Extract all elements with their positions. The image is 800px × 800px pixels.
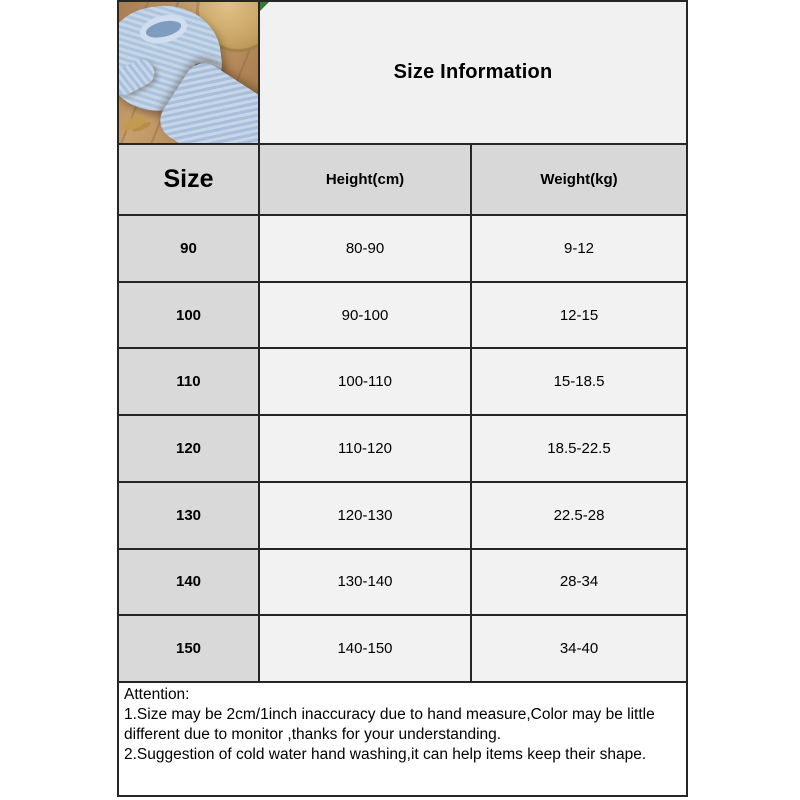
table-row-size: 120 xyxy=(119,416,258,481)
column-header-size: Size xyxy=(119,145,258,214)
table-row-weight: 34-40 xyxy=(472,616,686,681)
table-row-size: 100 xyxy=(119,283,258,348)
table-row-size: 110 xyxy=(119,349,258,414)
attention-heading: Attention: xyxy=(124,686,190,703)
attention-note-2: 2.Suggestion of cold water hand washing,it can help items keep their shape. xyxy=(124,746,647,764)
table-row-weight: 12-15 xyxy=(472,283,686,348)
table-row-weight: 18.5-22.5 xyxy=(472,416,686,481)
table-row-height: 110-120 xyxy=(260,416,470,481)
table-row-height: 140-150 xyxy=(260,616,470,681)
table-row-size: 90 xyxy=(119,216,258,281)
size-info-sheet xyxy=(117,0,688,797)
table-row-height: 100-110 xyxy=(260,349,470,414)
page-title: Size Information xyxy=(393,61,553,83)
table-row-weight: 22.5-28 xyxy=(472,483,686,548)
table-row-size: 150 xyxy=(119,616,258,681)
table-row-weight: 15-18.5 xyxy=(472,349,686,414)
table-row-weight: 28-34 xyxy=(472,550,686,615)
table-row-weight: 9-12 xyxy=(472,216,686,281)
table-row-height: 120-130 xyxy=(260,483,470,548)
product-photo xyxy=(119,2,258,143)
attention-box xyxy=(119,683,686,795)
attention-note-1: 1.Size may be 2cm/1inch inaccuracy due to hand measure,Color may be little different due to monitor ,thanks for your understanding. xyxy=(124,706,655,744)
column-header-height: Height(cm) xyxy=(260,145,470,214)
table-row-height: 90-100 xyxy=(260,283,470,348)
table-row-size: 130 xyxy=(119,483,258,548)
column-header-weight: Weight(kg) xyxy=(472,145,686,214)
sweater-collar xyxy=(137,11,190,48)
cell-corner-marker-icon xyxy=(260,2,269,11)
table-row-height: 80-90 xyxy=(260,216,470,281)
title-cell xyxy=(260,2,686,143)
table-row-height: 130-140 xyxy=(260,550,470,615)
table-row-size: 140 xyxy=(119,550,258,615)
